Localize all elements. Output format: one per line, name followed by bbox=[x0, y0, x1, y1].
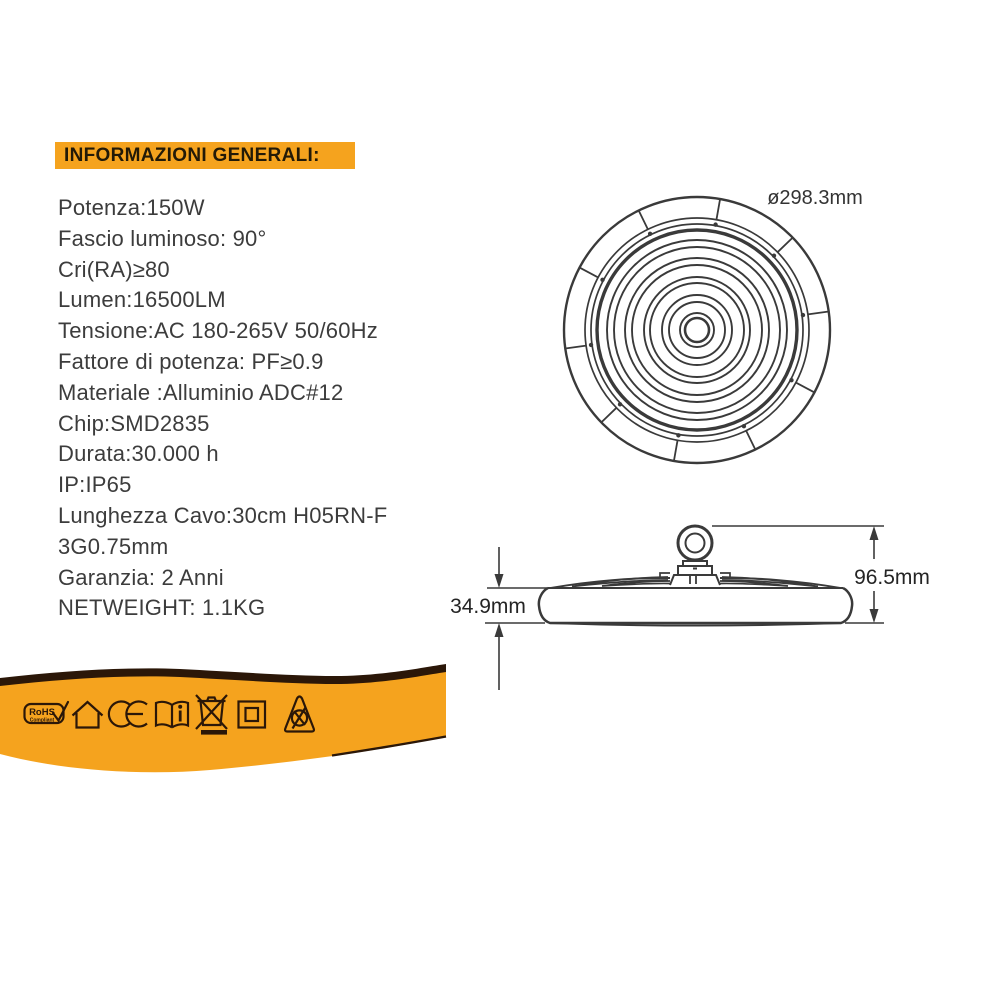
dimension-total-height bbox=[712, 526, 930, 623]
ring bbox=[607, 240, 787, 420]
rohs-compliant-label: Compliant bbox=[29, 717, 55, 724]
bolt-dot bbox=[772, 253, 776, 257]
section-header-label: INFORMAZIONI GENERALI: bbox=[64, 144, 320, 166]
ring bbox=[662, 295, 732, 365]
eyelet-ring bbox=[670, 526, 720, 585]
spec-line-fascio: Fascio luminoso: 90° bbox=[58, 225, 267, 251]
ring bbox=[614, 247, 780, 413]
fin-divider bbox=[716, 199, 720, 220]
spec-line-netweight: NETWEIGHT: 1.1KG bbox=[58, 595, 266, 621]
spec-line-potenza: Potenza:150W bbox=[58, 195, 205, 220]
bolt-dot bbox=[676, 433, 680, 437]
spec-list bbox=[58, 193, 478, 624]
body-profile bbox=[539, 588, 852, 626]
fin-divider bbox=[778, 238, 793, 253]
ring bbox=[644, 277, 750, 383]
fin-divider bbox=[796, 383, 815, 393]
fin-divider bbox=[808, 311, 829, 314]
bolt-dot bbox=[618, 402, 622, 406]
ring bbox=[564, 197, 830, 463]
ring bbox=[585, 218, 809, 442]
bolt-dot bbox=[789, 378, 793, 382]
bolt-dot bbox=[801, 313, 805, 317]
fin-ring-dividers bbox=[565, 199, 828, 461]
ring bbox=[632, 265, 762, 395]
spec-line-cavo2: 3G0.75mm bbox=[58, 533, 169, 559]
spec-line-cavo: Lunghezza Cavo:30cm H05RN-F bbox=[58, 502, 388, 528]
ring bbox=[669, 302, 725, 358]
spec-line-garanzia: Garanzia: 2 Anni bbox=[58, 564, 224, 590]
ring bbox=[591, 224, 803, 436]
ring bbox=[650, 283, 744, 377]
footer-band bbox=[0, 640, 470, 780]
spec-line-lumen: Lumen:16500LM bbox=[58, 287, 226, 313]
fin-divider bbox=[580, 268, 599, 278]
ring bbox=[625, 258, 769, 402]
spec-line-materiale: Materiale :Alluminio ADC#12 bbox=[58, 379, 344, 405]
ring bbox=[597, 230, 797, 430]
spec-line-cri: Cri(RA)≥80 bbox=[58, 256, 170, 282]
bolt-dot bbox=[589, 343, 593, 347]
fin-divider bbox=[565, 346, 586, 349]
fin-divider bbox=[674, 440, 678, 461]
diameter-label: ø298.3mm bbox=[767, 187, 863, 209]
spec-line-ip: IP:IP65 bbox=[58, 472, 132, 498]
fin-divider bbox=[639, 210, 648, 229]
section-header bbox=[55, 142, 355, 169]
spec-line-fattore: Fattore di potenza: PF≥0.9 bbox=[58, 348, 324, 374]
bolt-dot bbox=[742, 424, 746, 428]
side-view-diagram bbox=[430, 495, 960, 705]
spec-line-tensione: Tensione:AC 180-265V 50/60Hz bbox=[58, 318, 378, 344]
bolt-dot bbox=[648, 232, 652, 236]
fin-divider bbox=[746, 431, 755, 450]
fin-divider bbox=[601, 408, 616, 423]
bolt-dot bbox=[600, 278, 604, 282]
total-height-label: 96.5mm bbox=[854, 566, 930, 589]
rohs-label: RoHS bbox=[29, 707, 55, 718]
band-orange bbox=[0, 672, 446, 772]
spec-line-chip: Chip:SMD2835 bbox=[58, 410, 210, 436]
top-view-diagram bbox=[545, 175, 875, 475]
body-height-label: 34.9mm bbox=[450, 595, 526, 618]
spec-line-durata: Durata:30.000 h bbox=[58, 441, 219, 467]
bolt-dot bbox=[713, 222, 717, 226]
concentric-rings bbox=[564, 197, 830, 463]
ring bbox=[685, 318, 709, 342]
